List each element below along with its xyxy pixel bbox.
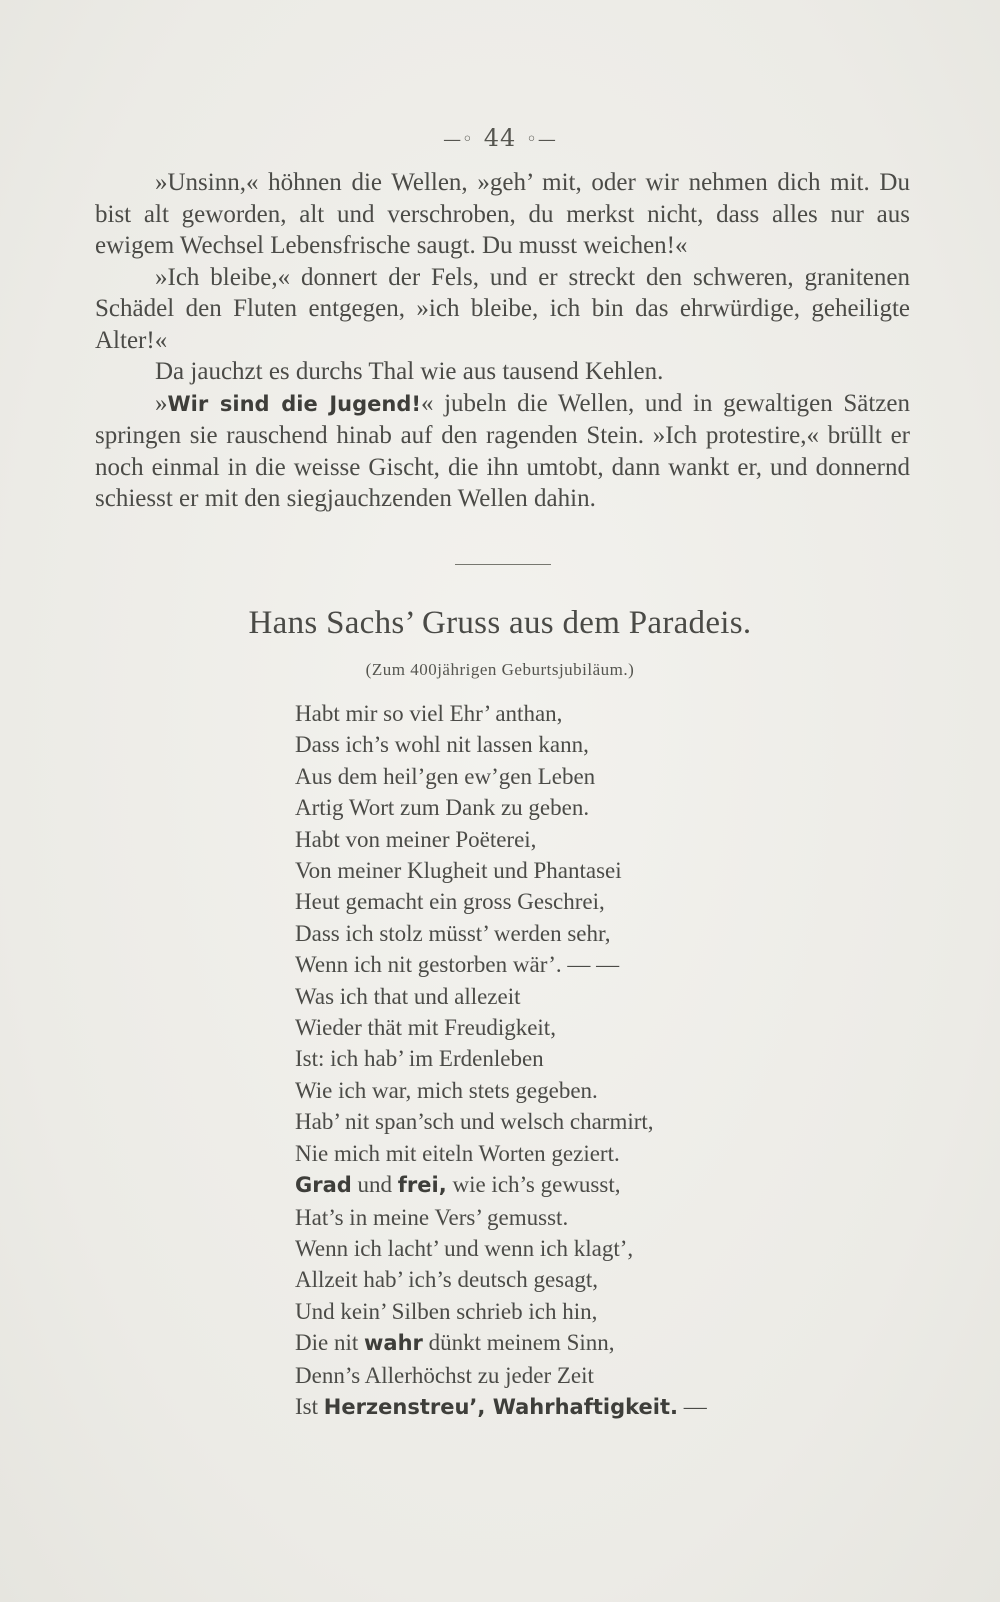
- poem-line: Dass ich stolz müsst’ werden sehr,: [295, 920, 611, 946]
- poem-line: Habt mir so viel Ehr’ anthan,: [295, 701, 563, 726]
- poem-line-last: [295, 1391, 795, 1423]
- poem-line: Hab’ nit span’sch und welsch charmirt,: [295, 1109, 654, 1135]
- line-part: Ist: [295, 1393, 324, 1419]
- bold-word: frei,: [397, 1173, 447, 1198]
- section-divider: [455, 564, 551, 565]
- line-part: wie ich’s gewusst,: [446, 1172, 621, 1198]
- page-number-header: [0, 124, 1000, 152]
- left-ornament-icon: —◦: [443, 129, 474, 150]
- poem-line: Von meiner Klugheit und Phantasei: [295, 858, 622, 884]
- line-part: —: [677, 1393, 707, 1419]
- poem: [295, 698, 795, 1423]
- paragraph: [95, 388, 910, 515]
- poem-line: Was ich that und allezeit: [295, 983, 521, 1009]
- bold-word: Grad: [295, 1173, 352, 1198]
- poem-subtitle: (Zum 400jährigen Geburtsjubiläum.): [365, 660, 635, 679]
- poem-line: Dass ich’s wohl nit lassen kann,: [295, 732, 589, 758]
- paragraph: »Unsinn,« höhnen die Wellen, »geh’ mit, oder wir nehmen dich mit. Du bist alt geworden, alt und verschroben, du merkst nicht, dass alles nur aus ewigem Wechsel Lebensfrische saugt. Du musst weichen!«: [95, 169, 910, 259]
- bold-phrase: Herzenstreu’, Wahrhaftigkeit.: [323, 1394, 678, 1419]
- poem-line: Habt von meiner Poëterei,: [295, 826, 537, 852]
- paragraph: »Ich bleibe,« donnert der Fels, und er streckt den schweren, granitenen Schädel den Fluten entgegen, »ich bleibe, ich bin das ehrwürdige, geheiligte Alter!«: [95, 263, 910, 354]
- poem-line: Artig Wort zum Dank zu geben.: [295, 795, 590, 821]
- bold-word: wahr: [364, 1331, 423, 1356]
- prose-text: [95, 167, 910, 515]
- poem-line: Ist: ich hab’ im Erdenleben: [295, 1046, 544, 1072]
- poem-line: Heut gemacht ein gross Geschrei,: [295, 889, 605, 915]
- poem-line: Und kein’ Silben schrieb ich hin,: [295, 1298, 598, 1324]
- poem-line: Wenn ich lacht’ und wenn ich klagt’,: [295, 1235, 634, 1261]
- poem-line: Allzeit hab’ ich’s deutsch gesagt,: [295, 1267, 598, 1293]
- line-part: dünkt meinem Sinn,: [422, 1330, 615, 1356]
- poem-line: Wieder thät mit Freudigkeit,: [295, 1015, 556, 1041]
- poem-line: Nie mich mit eiteln Worten geziert.: [295, 1140, 620, 1166]
- bold-phrase: Wir sind die Jugend!: [167, 391, 421, 416]
- line-part: Die nit: [295, 1330, 364, 1356]
- poem-line: Hat’s in meine Vers’ gemusst.: [295, 1204, 569, 1230]
- poem-line: Denn’s Allerhöchst zu jeder Zeit: [295, 1362, 594, 1388]
- paragraph-rest: « jubeln die Wellen, und in gewaltigen Sätzen springen sie rauschend hinab auf den ragenden Stein. »Ich protestire,« brüllt er noch einmal in die weisse Gischt, die ihn umtobt, dann wankt er, und donnernd schiesst er mit den siegjauchzenden Wellen dahin.: [95, 389, 910, 512]
- line-part: und: [351, 1172, 398, 1198]
- poem-title: Hans Sachs’ Gruss aus dem Paradeis.: [248, 605, 752, 641]
- poem-line-grad: [295, 1169, 795, 1201]
- poem-line: Wie ich war, mich stets gegeben.: [295, 1077, 598, 1103]
- poem-line: Aus dem heil’gen ew’gen Leben: [295, 763, 596, 789]
- right-ornament-icon: ◦—: [526, 129, 557, 150]
- poem-line-wahr: [295, 1327, 795, 1359]
- paragraph: Da jauchzt es durchs Thal wie aus tausend Kehlen.: [155, 358, 664, 385]
- poem-line: Wenn ich nit gestorben wär’. — —: [295, 952, 620, 978]
- page-number: 44: [483, 124, 517, 152]
- open-quote: »: [155, 389, 168, 417]
